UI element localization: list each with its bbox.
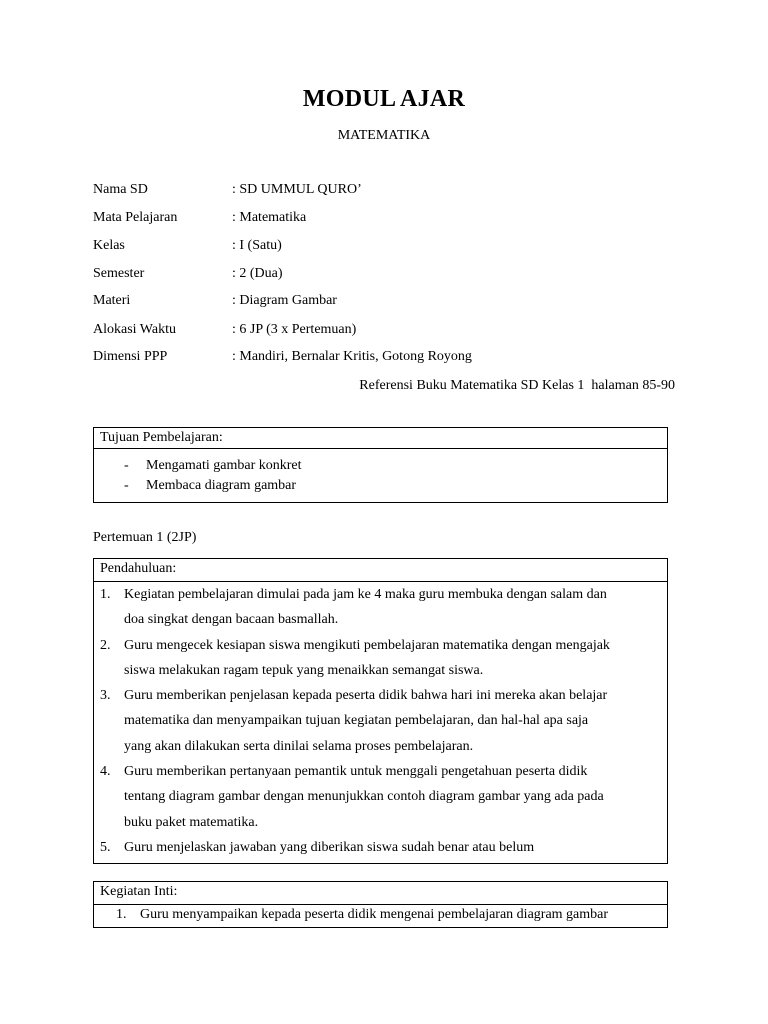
kegiatan-inti-heading: Kegiatan Inti: xyxy=(94,882,667,905)
item-number: 2. xyxy=(100,637,111,653)
info-label: Kelas xyxy=(93,238,125,253)
item-number: 1. xyxy=(116,907,127,922)
item-text xyxy=(124,759,663,835)
info-value: : Diagram Gambar xyxy=(232,293,337,308)
list-item xyxy=(100,683,663,759)
item-line: Kegiatan pembelajaran dimulai pada jam ke 4 maka guru membuka dengan salam dan xyxy=(124,587,607,602)
item-text xyxy=(124,683,663,759)
item-line: Guru memberikan penjelasan kepada peserta didik bahwa hari ini mereka akan belajar xyxy=(124,688,608,704)
item-number: 4. xyxy=(100,764,111,780)
list-item xyxy=(100,633,663,684)
info-value: : Matematika xyxy=(232,210,307,225)
info-label: Semester xyxy=(93,266,145,281)
list-item xyxy=(100,759,663,835)
pendahuluan-box xyxy=(93,558,668,864)
kegiatan-inti-box xyxy=(93,881,668,928)
item-line: buku paket matematika. xyxy=(124,814,259,830)
item-line: Guru menjelaskan jawaban yang diberikan siswa sudah benar atau belum xyxy=(124,839,535,855)
item-text xyxy=(124,835,663,860)
info-label: Mata Pelajaran xyxy=(93,210,178,225)
info-value: : 6 JP (3 x Pertemuan) xyxy=(232,322,357,337)
document-title: MODUL AJAR xyxy=(302,86,466,112)
item-line: siswa melakukan ragam tepuk yang menaikkan semangat siswa. xyxy=(124,662,484,678)
info-value: : SD UMMUL QURO’ xyxy=(232,182,362,197)
info-label: Nama SD xyxy=(93,182,148,197)
item-line: doa singkat dengan bacaan basmallah. xyxy=(124,612,339,628)
item-text xyxy=(124,582,663,633)
info-value: : I (Satu) xyxy=(232,238,282,253)
item-line: tentang diagram gambar dengan menunjukkan contoh diagram gambar yang ada pada xyxy=(124,789,604,805)
item-line: Guru mengecek kesiapan siswa mengikuti pembelajaran matematika dengan mengajak xyxy=(124,637,610,653)
item-number: 5. xyxy=(100,839,111,855)
info-value: : Mandiri, Bernalar Kritis, Gotong Royong xyxy=(232,349,472,364)
info-label: Materi xyxy=(93,293,131,308)
item-number: 3. xyxy=(100,688,111,704)
reference-note: Referensi Buku Matematika SD Kelas 1 halaman 85-90 xyxy=(359,378,675,393)
list-item xyxy=(94,905,667,924)
info-label: Dimensi PPP xyxy=(93,349,168,364)
tujuan-list xyxy=(94,449,667,500)
pendahuluan-list xyxy=(94,582,667,866)
item-line: matematika dan menyampaikan tujuan kegiatan pembelajaran, dan hal-hal apa saja xyxy=(124,713,589,729)
tujuan-box xyxy=(93,427,668,503)
info-value: : 2 (Dua) xyxy=(232,266,283,281)
list-item: - Mengamati gambar konkret xyxy=(124,456,667,476)
item-text: Guru menyampaikan kepada peserta didik mengenai pembelajaran diagram gambar xyxy=(140,907,609,922)
item-line: yang akan dilakukan serta dinilai selama proses pembelajaran. xyxy=(124,738,474,754)
list-item xyxy=(100,835,663,860)
item-text xyxy=(124,633,663,684)
pendahuluan-heading: Pendahuluan: xyxy=(94,559,667,582)
item-line: Guru memberikan pertanyaan pemantik untuk menggali pengetahuan peserta didik xyxy=(124,764,588,780)
list-item xyxy=(100,582,663,633)
pertemuan-label: Pertemuan 1 (2JP) xyxy=(93,530,197,545)
item-number: 1. xyxy=(100,587,111,602)
list-item: - Membaca diagram gambar xyxy=(124,476,667,496)
tujuan-heading: Tujuan Pembelajaran: xyxy=(94,428,667,449)
document-subtitle: MATEMATIKA xyxy=(337,128,431,143)
info-label: Alokasi Waktu xyxy=(93,322,176,337)
